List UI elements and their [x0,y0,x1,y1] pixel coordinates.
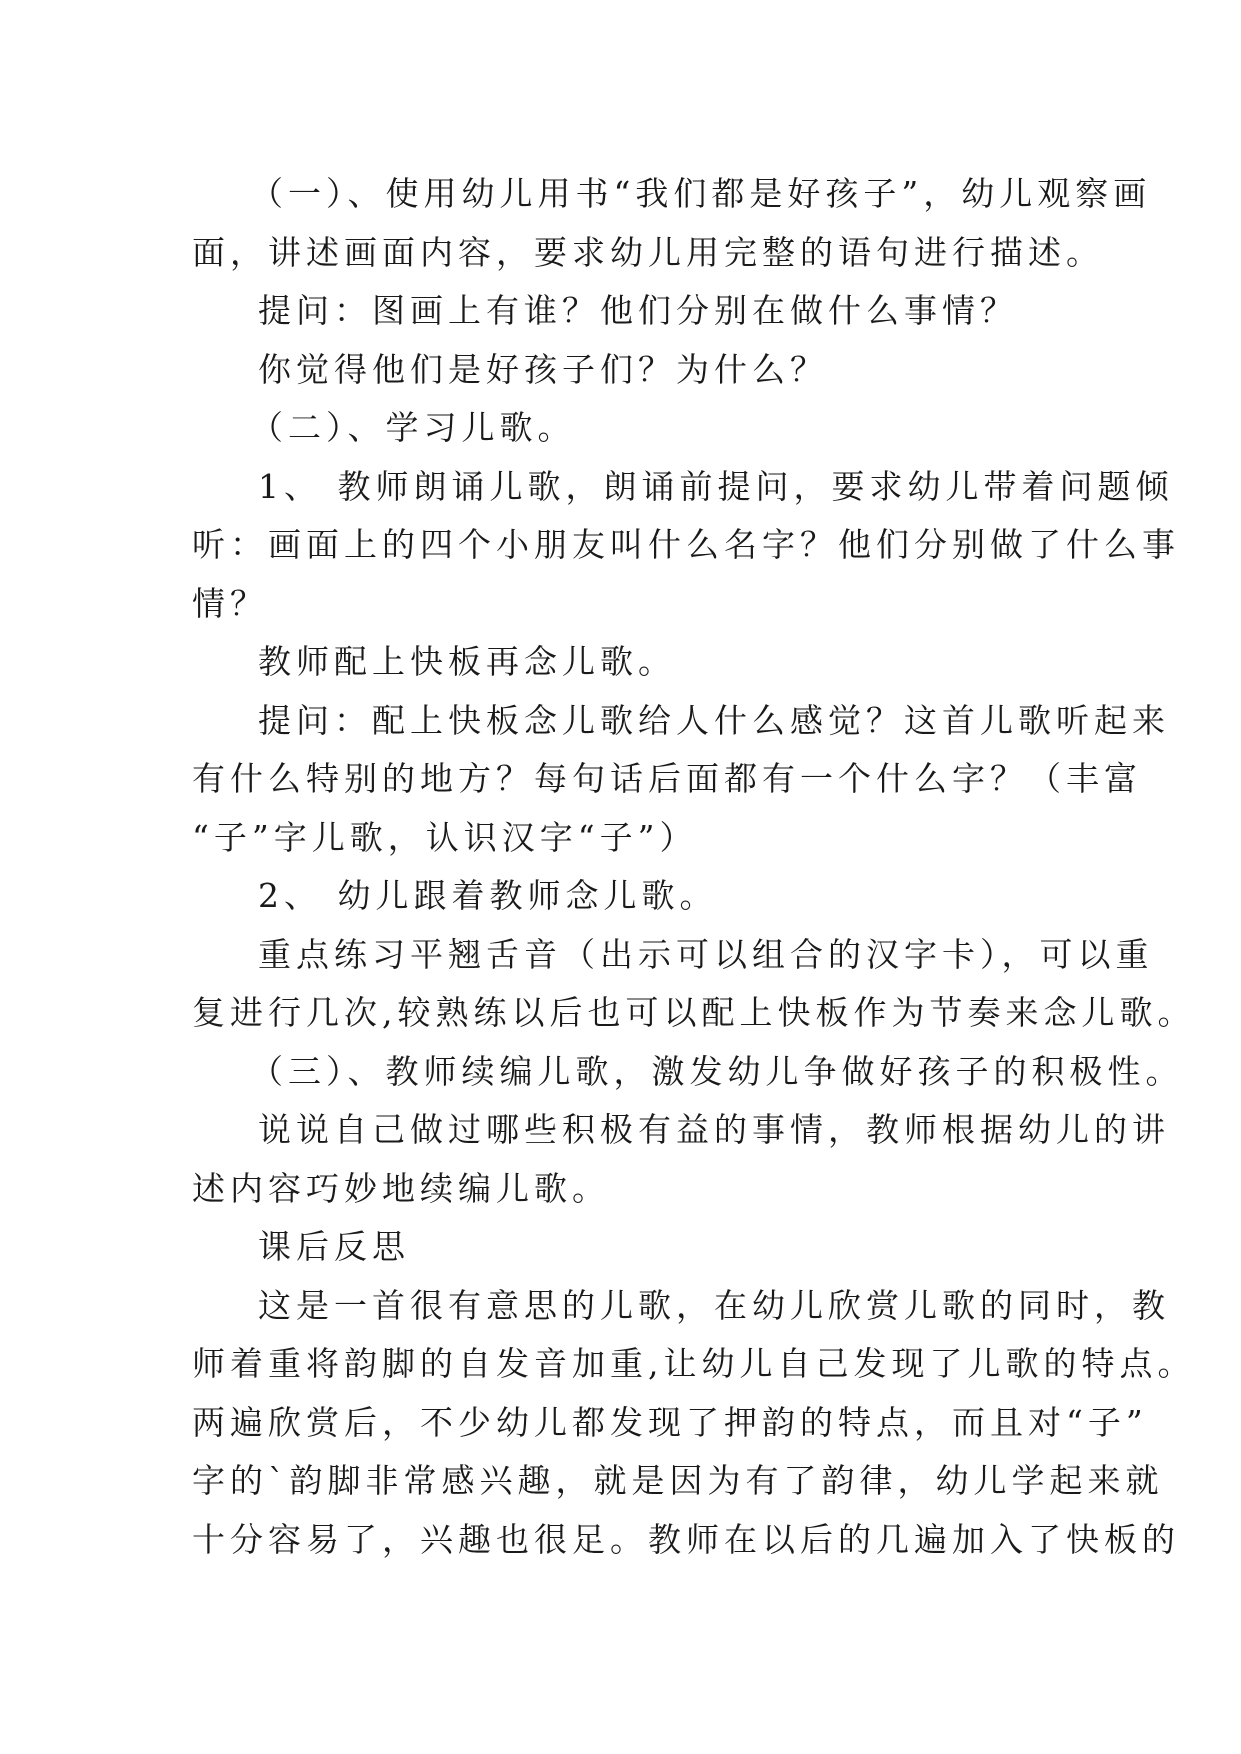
text-line: 两遍欣赏后，不少幼儿都发现了押韵的特点，而且对“子” [192,1402,1148,1442]
text-line: （二）、学习儿歌。 [250,408,576,447]
text-line: “子”字儿歌，认识汉字“子”） [192,817,698,857]
text-line: 述内容巧妙地续编儿歌。 [192,1168,610,1208]
text-line: 十分容易了，兴趣也很足。教师在以后的几遍加入了快板的 [192,1519,1180,1559]
text-line: 提问：图画上有谁？他们分别在做什么事情？ [258,291,1018,330]
text-line: 2、 幼儿跟着教师念儿歌。 [258,876,718,915]
text-line: （三）、教师续编儿歌，激发幼儿争做好孩子的积极性。 [250,1051,1184,1091]
text-line: 教师配上快板再念儿歌。 [258,642,676,681]
text-line: 提问：配上快板念儿歌给人什么感觉？这首儿歌听起来 [258,700,1170,740]
text-line: （一）、使用幼儿用书“我们都是好孩子”，幼儿观察画 [250,174,1152,213]
section-heading: 课后反思 [258,1227,410,1266]
text-line: 情？ [192,583,268,623]
text-line: 复进行几次,较熟练以后也可以配上快板作为节奏来念儿歌。 [192,993,1196,1032]
document-body [192,165,1196,1569]
text-line: 听：画面上的四个小朋友叫什么名字？他们分别做了什么事 [192,525,1180,564]
text-line: 师着重将韵脚的自发音加重,让幼儿自己发现了儿歌的特点。 [192,1344,1196,1383]
text-line: 说说自己做过哪些积极有益的事情，教师根据幼儿的讲 [258,1110,1170,1149]
text-line: 有什么特别的地方？每句话后面都有一个什么字？（丰富 [192,759,1142,798]
text-line: 这是一首很有意思的儿歌，在幼儿欣赏儿歌的同时，教 [258,1285,1170,1325]
text-line: 重点练习平翘舌音（出示可以组合的汉字卡），可以重 [258,934,1154,974]
text-line: 字的`韵脚非常感兴趣，就是因为有了韵律，幼儿学起来就 [192,1461,1164,1500]
text-line: 面，讲述画面内容，要求幼儿用完整的语句进行描述。 [192,232,1104,272]
text-line: 1、 教师朗诵儿歌，朗诵前提问，要求幼儿带着问题倾 [258,466,1174,506]
text-line: 你觉得他们是好孩子们？为什么？ [258,349,828,389]
